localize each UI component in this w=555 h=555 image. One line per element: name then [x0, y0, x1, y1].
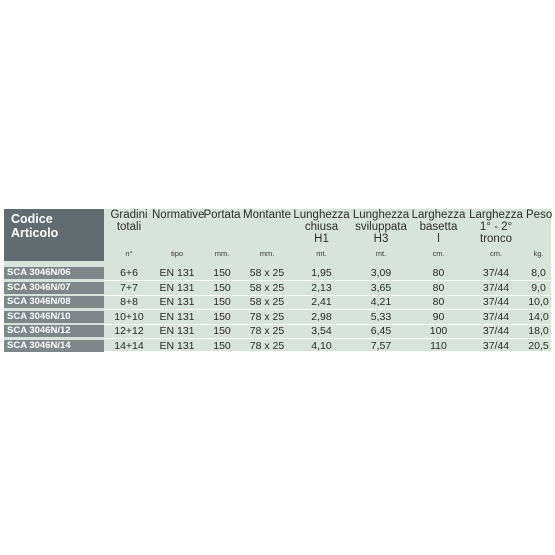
table-cell: 14,0: [528, 310, 549, 323]
table-cell: 58 x 25: [249, 267, 285, 279]
column-title: Normative: [152, 209, 205, 221]
table-cell: 1,95: [311, 267, 332, 279]
table-cell: 37/44: [482, 325, 510, 337]
table-row: [4, 296, 551, 309]
table-row: [4, 282, 551, 295]
table-cell: 4,10: [311, 339, 332, 352]
table-cell: 80: [432, 281, 445, 294]
column-header: [526, 209, 551, 261]
column-title: Larghezza basetta l: [411, 209, 466, 245]
table-cell: 2,41: [311, 296, 332, 308]
table-cell: 20,5: [528, 339, 549, 352]
article-code: SCA 3046N/10: [4, 311, 104, 323]
table-cell: 6,45: [370, 325, 392, 337]
column-header: [351, 209, 411, 261]
table-cell: 150: [213, 339, 231, 352]
column-header: [411, 209, 466, 261]
table-cell: 80: [432, 267, 445, 279]
table-cell: 90: [432, 310, 445, 323]
table-cell: 37/44: [482, 310, 510, 323]
table-cell: 37/44: [482, 267, 510, 279]
table-cell: 78 x 25: [249, 325, 285, 337]
table-cell: 9,0: [531, 281, 546, 294]
table-cell: 2,13: [311, 281, 332, 294]
table-cell: 80: [432, 296, 445, 308]
table-cell: 100: [429, 325, 448, 337]
table-cell: 18,0: [528, 325, 549, 337]
table-cell: EN 131: [159, 325, 195, 337]
code-header: [4, 209, 104, 261]
column-title: Gradini totali: [110, 209, 148, 233]
table-cell: 12+12: [114, 325, 144, 337]
table-cell: 5,33: [370, 310, 392, 323]
table-cell: EN 131: [159, 339, 195, 352]
table-cell: 150: [213, 325, 231, 337]
table-cell: 3,65: [370, 281, 392, 294]
column-title: Lunghezza chiusa H1: [293, 209, 350, 245]
table-cell: 10,0: [528, 296, 549, 308]
table-cell: 6+6: [120, 267, 138, 279]
column-title: Lunghezza sviluppata H3: [352, 209, 410, 245]
column-title: Portata: [203, 209, 241, 221]
column-unit: tipo: [170, 249, 184, 258]
column-unit: mm.: [214, 249, 230, 258]
article-code: SCA 3046N/06: [4, 267, 104, 279]
column-header: [242, 209, 292, 261]
code-header-line2: Articolo: [11, 226, 59, 240]
table-cell: 78 x 25: [249, 310, 285, 323]
table-cell: 10+10: [114, 310, 144, 323]
column-unit: cm.: [432, 249, 445, 258]
column-title: Larghezza 1° - 2° tronco: [469, 209, 523, 245]
table-cell: 7+7: [120, 281, 138, 294]
table-row: [4, 267, 551, 280]
column-header: [104, 209, 154, 261]
column-title: Peso: [526, 209, 553, 221]
table-cell: 58 x 25: [249, 281, 285, 294]
column-header: [202, 209, 242, 261]
table-cell: 7,57: [370, 339, 392, 352]
table-cell: 150: [213, 310, 231, 323]
table-cell: 37/44: [482, 296, 510, 308]
column-unit: n°: [125, 249, 133, 258]
column-unit: cm.: [489, 249, 503, 258]
table-cell: 3,09: [370, 267, 392, 279]
column-unit: mt.: [375, 249, 387, 258]
article-code: SCA 3046N/07: [4, 282, 104, 294]
table-cell: 110: [430, 339, 447, 352]
table-row: [4, 325, 551, 338]
table-cell: EN 131: [159, 267, 195, 279]
table-cell: EN 131: [159, 310, 195, 323]
spec-table: [4, 209, 551, 351]
code-header-line1: Codice: [11, 212, 53, 226]
table-cell: 58 x 25: [249, 296, 285, 308]
article-code: SCA 3046N/14: [4, 340, 104, 352]
table-row: [4, 340, 551, 353]
table-cell: 150: [213, 296, 231, 308]
table-cell: 37/44: [482, 339, 510, 352]
column-unit: kg.: [533, 249, 544, 258]
table-cell: 78 x 25: [249, 339, 285, 352]
column-unit: mt.: [316, 249, 327, 258]
table-cell: 150: [213, 267, 231, 279]
table-cell: 150: [213, 281, 231, 294]
table-cell: 4,21: [370, 296, 392, 308]
table-cell: EN 131: [159, 296, 195, 308]
column-header: [292, 209, 351, 261]
table-cell: 8,0: [531, 267, 546, 279]
table-cell: 14+14: [114, 339, 144, 352]
column-header: [152, 209, 205, 261]
table-cell: 3,54: [311, 325, 332, 337]
article-code: SCA 3046N/08: [4, 296, 104, 308]
table-row: [4, 311, 551, 324]
column-header: [466, 209, 526, 261]
column-title: Montante: [243, 209, 291, 221]
column-unit: mm.: [259, 249, 275, 258]
table-cell: EN 131: [159, 281, 195, 294]
table-cell: 2,98: [311, 310, 332, 323]
table-cell: 37/44: [482, 281, 510, 294]
table-cell: 8+8: [120, 296, 138, 308]
article-code: SCA 3046N/12: [4, 325, 104, 337]
